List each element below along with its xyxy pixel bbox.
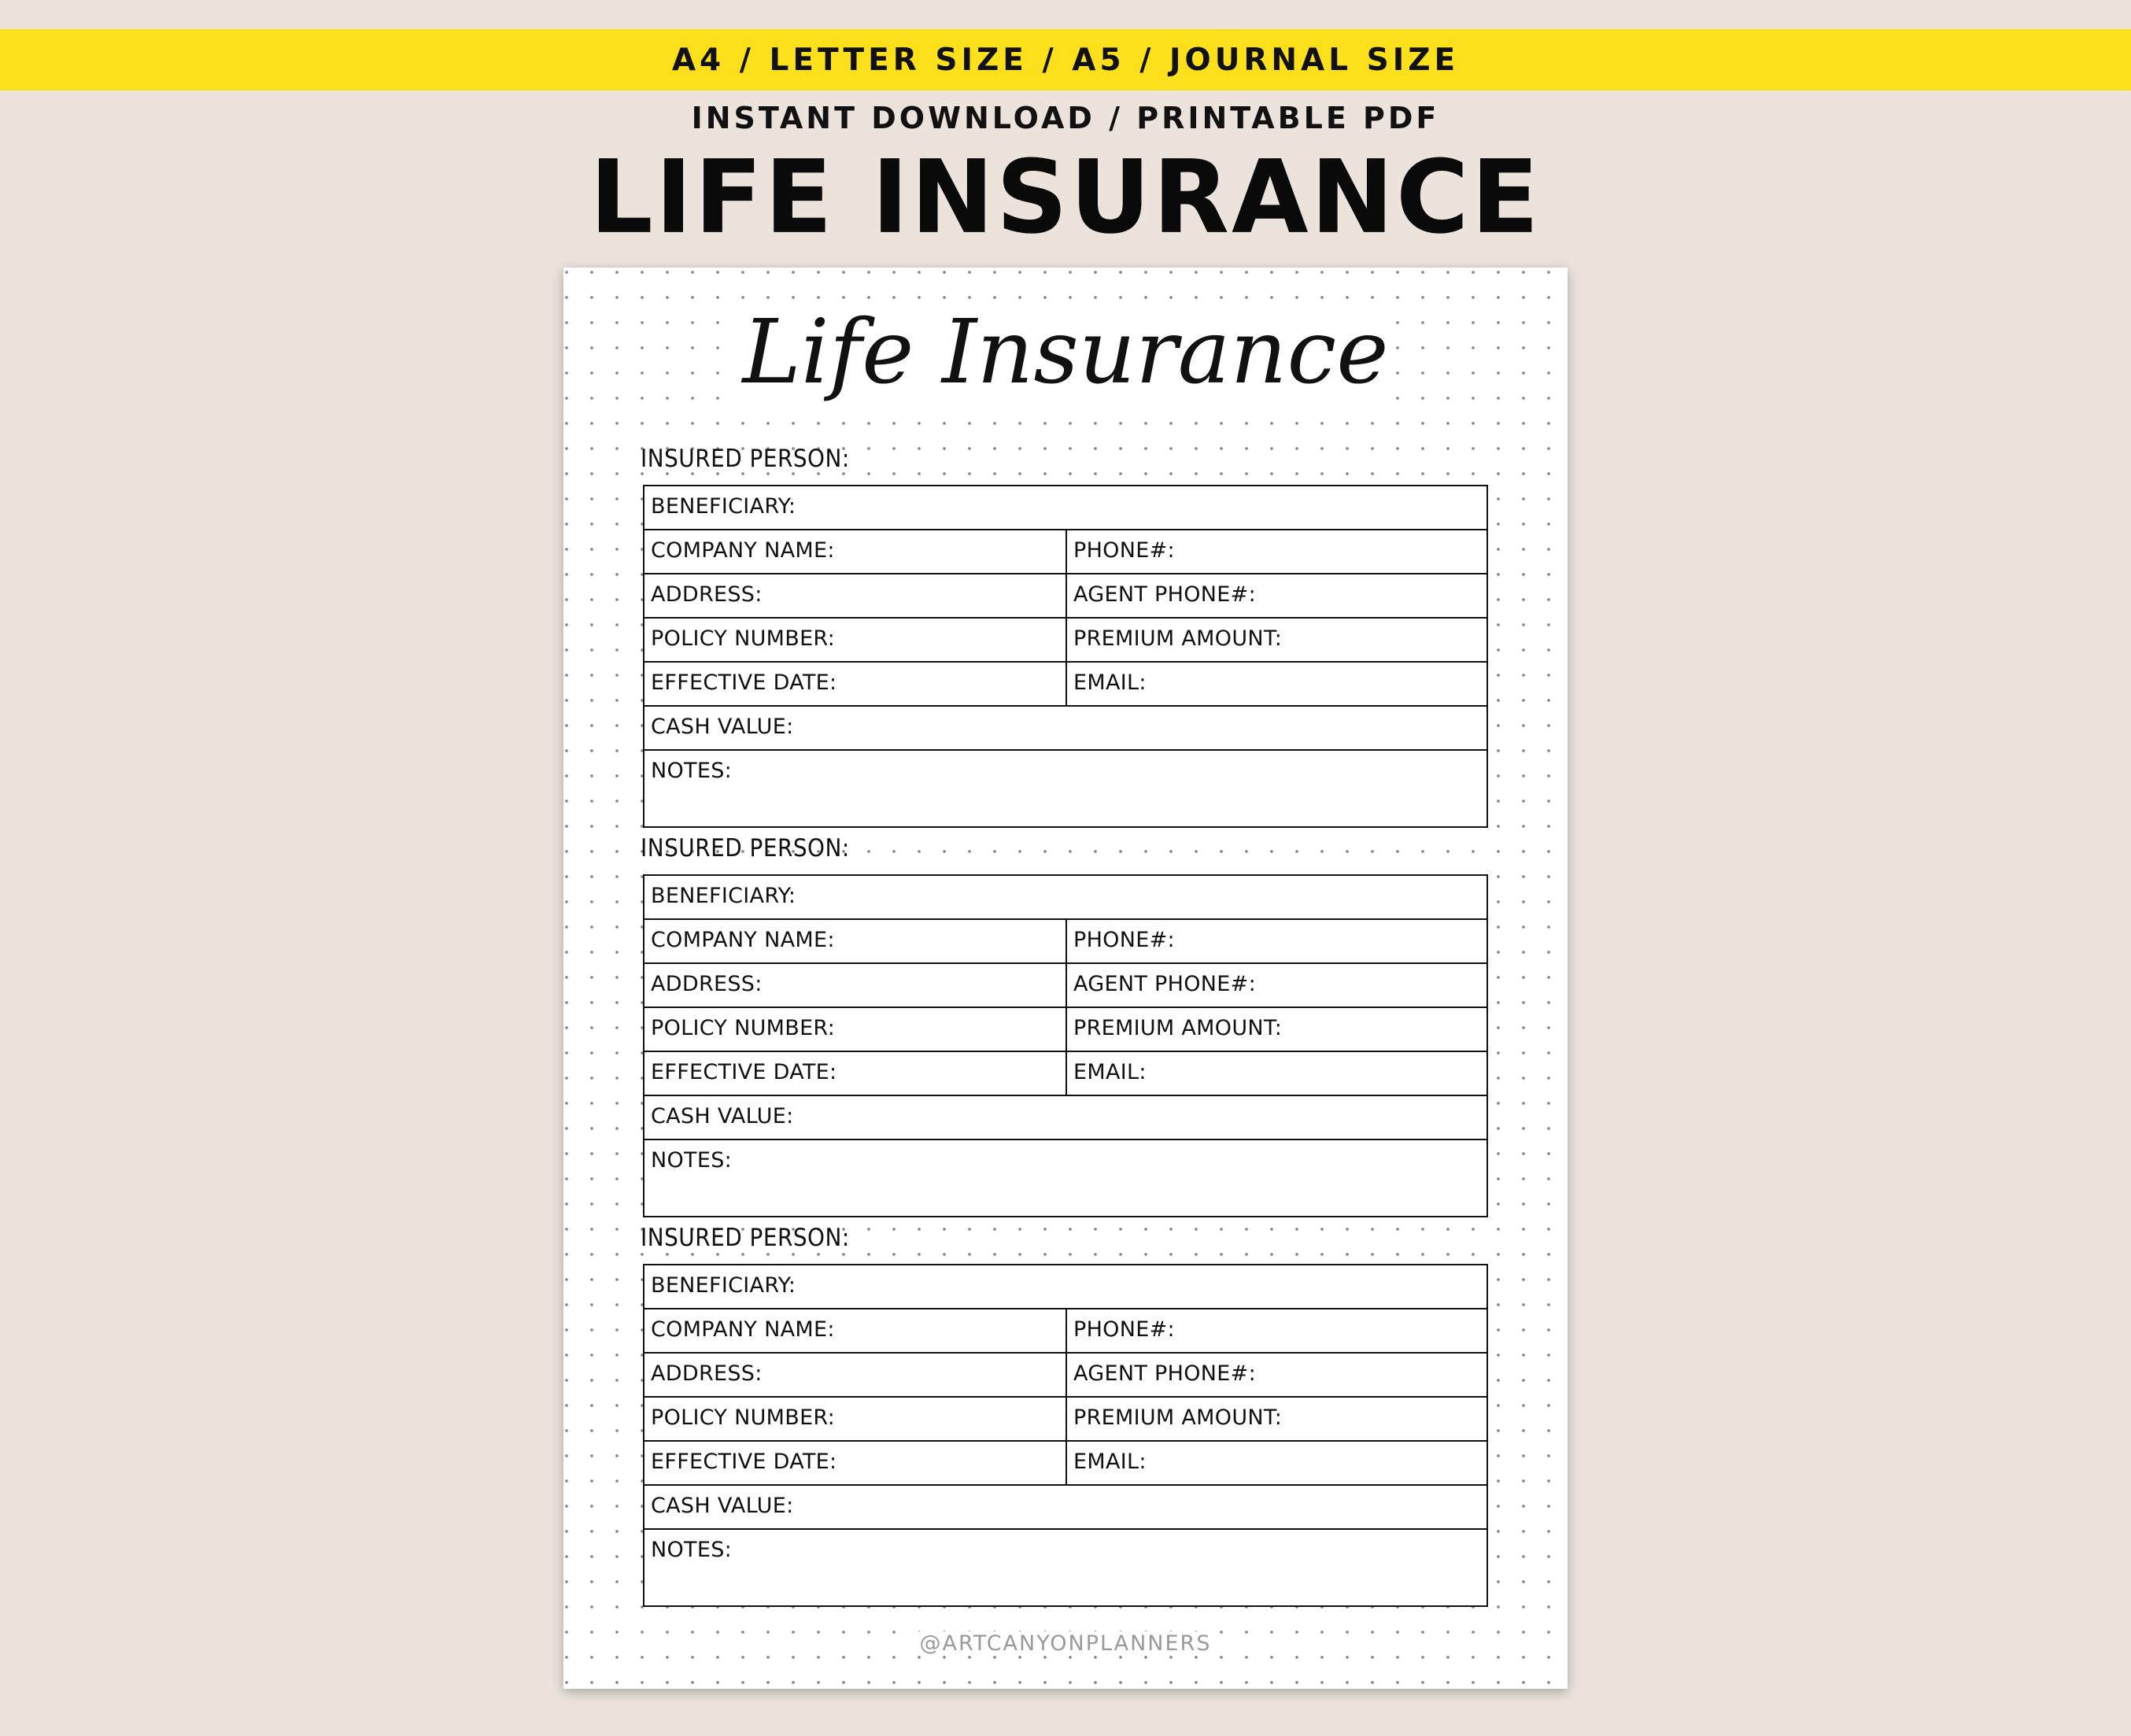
- beneficiary-row: [644, 876, 1487, 920]
- phone-field: PHONE#:: [1073, 928, 1175, 952]
- email-field: EMAIL:: [1073, 1060, 1147, 1084]
- premium-amount-field: PREMIUM AMOUNT:: [1073, 1016, 1283, 1040]
- insured-person-label-2: INSURED PERSON:: [641, 834, 850, 862]
- watermark-text: @ARTCANYONPLANNERS: [915, 1631, 1217, 1656]
- insurance-record-table-3: [643, 1264, 1488, 1607]
- agent-phone-field: AGENT PHONE#:: [1073, 1361, 1256, 1386]
- notes-field: NOTES:: [651, 1538, 733, 1562]
- insured-person-label-1: INSURED PERSON:: [641, 445, 850, 473]
- address-agent-row: [644, 1354, 1487, 1398]
- premium-amount-field: PREMIUM AMOUNT:: [1073, 1405, 1283, 1430]
- notes-field: NOTES:: [651, 1148, 733, 1173]
- watermark: [563, 1631, 1568, 1656]
- policy-number-field: POLICY NUMBER:: [644, 619, 1067, 661]
- company-phone-row: [644, 920, 1487, 964]
- cash-value-row: [644, 1486, 1487, 1530]
- effective-date-field: EFFECTIVE DATE:: [644, 1442, 1067, 1484]
- email-field: EMAIL:: [1073, 670, 1147, 695]
- policy-premium-row: [644, 619, 1487, 663]
- beneficiary-row: [644, 486, 1487, 530]
- company-name-field: COMPANY NAME:: [644, 530, 1067, 573]
- agent-phone-field: AGENT PHONE#:: [1073, 582, 1256, 607]
- cash-value-field: CASH VALUE:: [651, 1494, 794, 1518]
- policy-number-field: POLICY NUMBER:: [644, 1398, 1067, 1440]
- insured-person-label-3: INSURED PERSON:: [641, 1224, 850, 1252]
- phone-field: PHONE#:: [1073, 538, 1175, 563]
- company-name-field: COMPANY NAME:: [644, 1309, 1067, 1352]
- policy-number-field: POLICY NUMBER:: [644, 1008, 1067, 1051]
- printable-sheet: [563, 268, 1568, 1689]
- beneficiary-field: BENEFICIARY:: [651, 1273, 796, 1298]
- download-subtitle: INSTANT DOWNLOAD / PRINTABLE PDF: [691, 101, 1440, 135]
- phone-field: PHONE#:: [1073, 1317, 1175, 1342]
- cash-value-row: [644, 1096, 1487, 1140]
- company-name-field: COMPANY NAME:: [644, 920, 1067, 962]
- beneficiary-row: [644, 1265, 1487, 1309]
- policy-premium-row: [644, 1008, 1487, 1052]
- cash-value-row: [644, 707, 1487, 751]
- page-title: LIFE INSURANCE: [589, 138, 1542, 257]
- beneficiary-field: BENEFICIARY:: [651, 884, 796, 908]
- address-field: ADDRESS:: [644, 964, 1067, 1007]
- notes-row: [644, 751, 1487, 826]
- premium-amount-field: PREMIUM AMOUNT:: [1073, 626, 1283, 651]
- company-phone-row: [644, 1309, 1487, 1354]
- sheet-title-text: Life Insurance: [735, 301, 1397, 404]
- address-field: ADDRESS:: [644, 574, 1067, 617]
- beneficiary-field: BENEFICIARY:: [651, 494, 796, 519]
- email-field: EMAIL:: [1073, 1450, 1147, 1474]
- notes-field: NOTES:: [651, 759, 733, 783]
- date-email-row: [644, 1052, 1487, 1096]
- sheet-title: [563, 301, 1568, 404]
- agent-phone-field: AGENT PHONE#:: [1073, 972, 1256, 996]
- date-email-row: [644, 663, 1487, 707]
- notes-row: [644, 1530, 1487, 1605]
- insurance-record-table-2: [643, 874, 1488, 1217]
- address-agent-row: [644, 574, 1487, 619]
- date-email-row: [644, 1442, 1487, 1486]
- insurance-record-table-1: [643, 485, 1488, 828]
- address-field: ADDRESS:: [644, 1354, 1067, 1396]
- size-banner-text: A4 / LETTER SIZE / A5 / JOURNAL SIZE: [671, 42, 1460, 78]
- cash-value-field: CASH VALUE:: [651, 1104, 794, 1128]
- company-phone-row: [644, 530, 1487, 574]
- effective-date-field: EFFECTIVE DATE:: [644, 663, 1067, 705]
- policy-premium-row: [644, 1398, 1487, 1442]
- cash-value-field: CASH VALUE:: [651, 715, 794, 739]
- effective-date-field: EFFECTIVE DATE:: [644, 1052, 1067, 1095]
- size-banner: [0, 29, 2131, 90]
- notes-row: [644, 1140, 1487, 1216]
- address-agent-row: [644, 964, 1487, 1008]
